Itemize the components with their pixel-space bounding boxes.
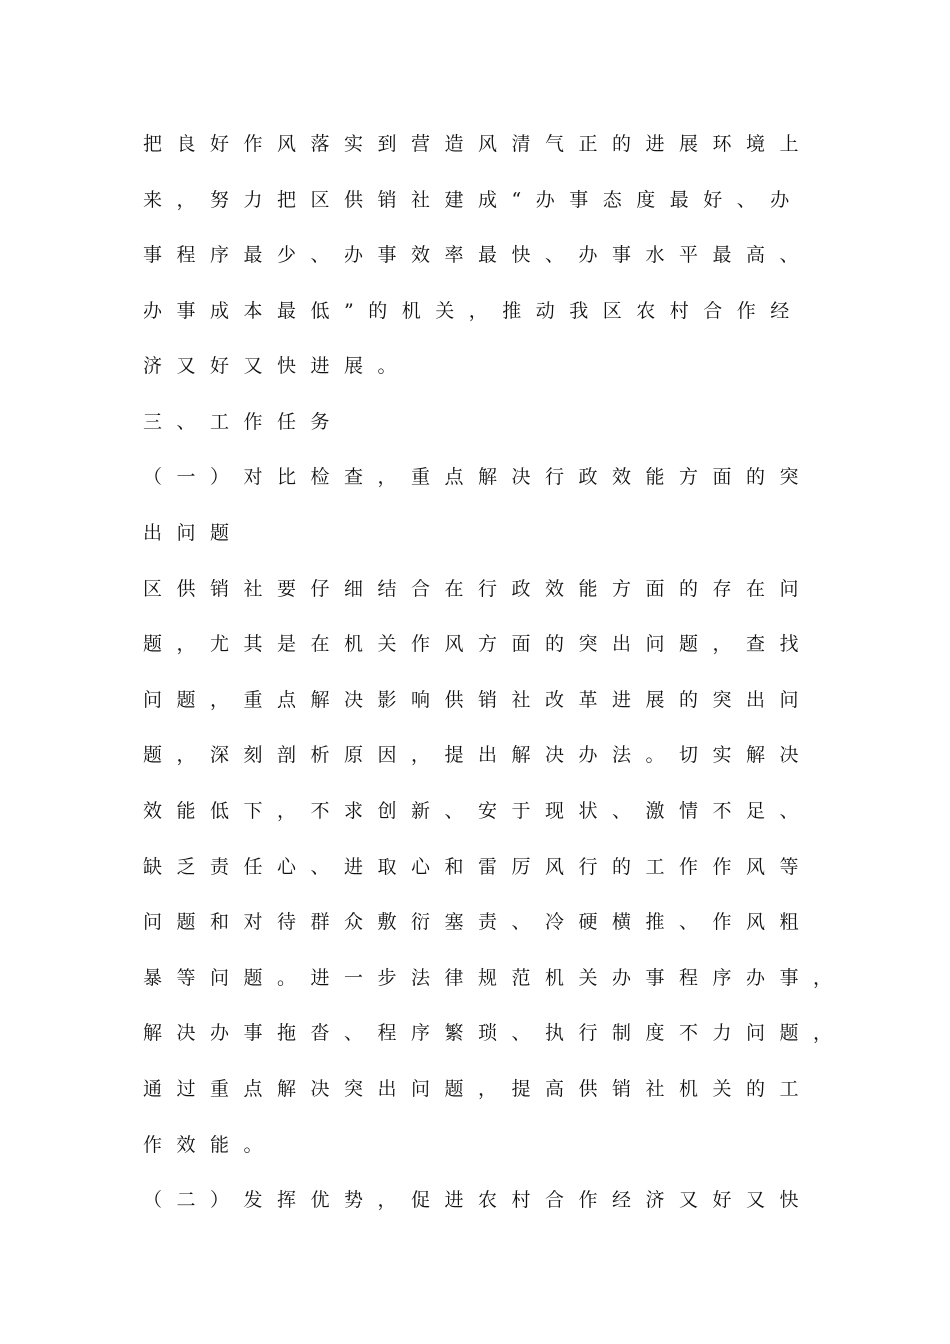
subsection-heading: （一）对比检查，重点解决行政效能方面的突 <box>143 466 814 488</box>
text-line: 通过重点解决突出问题，提高供销社机关的工 <box>143 1078 814 1100</box>
text-line: 办事成本最低”的机关，推动我区农村合作经 <box>143 300 804 322</box>
section-heading: 三、工作任务 <box>143 411 345 433</box>
subsection-heading-continued: 出问题 <box>143 522 244 544</box>
subsection-heading: （二）发挥优势，促进农村合作经济又好又快 <box>143 1189 814 1211</box>
text-line: 解决办事拖沓、程序繁琐、执行制度不力问题， <box>143 1022 847 1044</box>
text-line: 暴等问题。进一步法律规范机关办事程序办事， <box>143 967 847 989</box>
text-line: 区供销社要仔细结合在行政效能方面的存在问 <box>143 578 814 600</box>
text-line: 缺乏责任心、进取心和雷厉风行的工作作风等 <box>143 856 814 878</box>
text-line: 问题，重点解决影响供销社改革进展的突出问 <box>143 689 814 711</box>
text-line: 效能低下，不求创新、安于现状、激情不足、 <box>143 800 814 822</box>
text-line: 事程序最少、办事效率最快、办事水平最高、 <box>143 244 814 266</box>
text-line: 问题和对待群众敷衍塞责、冷硬横推、作风粗 <box>143 911 814 933</box>
text-line: 作效能。 <box>143 1134 278 1156</box>
text-line: 题，深刻剖析原因，提出解决办法。切实解决 <box>143 744 814 766</box>
text-line: 来，努力把区供销社建成“办事态度最好、办 <box>143 189 804 211</box>
text-line: 济又好又快进展。 <box>143 355 412 377</box>
text-line: 题，尤其是在机关作风方面的突出问题，查找 <box>143 633 814 655</box>
text-line: 把良好作风落实到营造风清气正的进展环境上 <box>143 133 814 155</box>
